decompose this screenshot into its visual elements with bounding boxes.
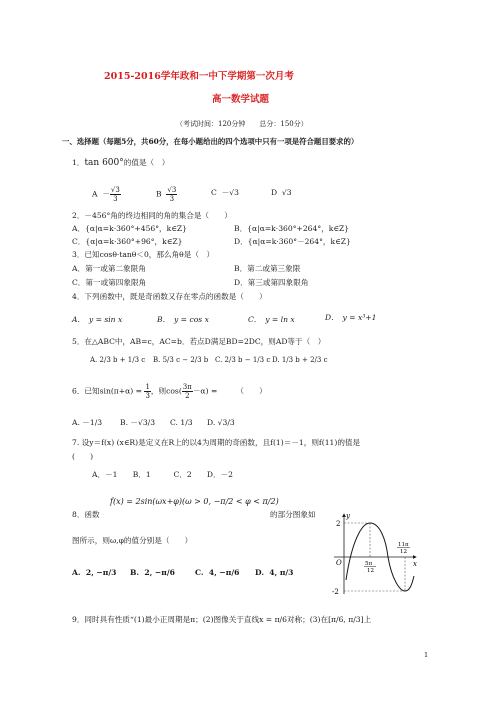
q8-stem-prefix: 8．函数 <box>72 510 100 519</box>
q5-stem: 5．在△ABC中，AB=c，AC=b．若点D满足BD=2DC，则AD等于（ ） <box>72 337 326 346</box>
q1-option-c-value: －√3 <box>221 188 239 197</box>
q1-option-a-num: √3 <box>110 186 120 194</box>
q5-option-a: A. 2/3 b + 1/3 c <box>90 356 146 364</box>
q1-option-b-label: B <box>156 189 162 199</box>
q1-number: 1． <box>72 158 85 167</box>
q8-option-c-value: 4, −π/6 <box>208 568 240 577</box>
q1-option-b-num: √3 <box>167 186 177 194</box>
q2-option-b: B．{α|α=k·360°+264°，k∈Z} <box>234 224 350 233</box>
q8-option-d-value: 4, π/3 <box>269 568 294 577</box>
q8-option-b: B. 2, −π/6 <box>130 568 175 577</box>
q8-option-d: D. 4, π/3 <box>255 568 294 577</box>
q5-option-c: C. 2/3 b − 1/3 c <box>215 356 271 364</box>
graph-tick2-num: 11π <box>398 542 409 548</box>
graph-tick1-den: 12 <box>367 568 374 574</box>
q1-option-a-frac <box>110 186 121 203</box>
page-number: 1 <box>424 651 429 659</box>
section-title: 一、选择题（每题5分，共60分，在每小题给出的四个选项中只有一项是符合题目要求的） <box>62 137 359 146</box>
q8-function: f(x) = 2sin(ωx+φ)(ω > 0, −π/2 < φ < π/2) <box>110 497 279 506</box>
q9-stem: 9．同时具有性质“(1)最小正周期是π；(2)图像关于直线x = π/6对称；(3)在[π/6, π/3]上 <box>72 615 372 624</box>
q7-options: A．－1 B．1 C．2 D．－2 <box>92 470 234 479</box>
q5-option-d: D. 1/3 b + 2/3 c <box>272 356 328 364</box>
q4-option-c: C． y = ln x <box>248 315 295 324</box>
q1-expr: tan 600° <box>84 158 124 168</box>
q3-option-d: D．第三或第四象限角 <box>234 278 309 287</box>
graph-origin: O <box>336 559 342 567</box>
q2-option-d: D．{α|α=k·360°－264°，k∈Z} <box>234 237 351 246</box>
q6-stem-prefix: 6．已知sin(π+α) = <box>72 386 145 396</box>
q8-stem-line2: 图所示，则ω,φ的值分别是（ ） <box>72 536 193 545</box>
q1-option-a <box>92 186 121 203</box>
q1-option-d-label: D <box>271 188 278 197</box>
q3-stem: 3．已知cosθ·tanθ＜0，那么角θ是（ ） <box>72 250 215 259</box>
q1-option-b-den: 3 <box>169 195 175 203</box>
graph-y-top: 2 <box>336 520 341 528</box>
q1-option-d-value: √3 <box>281 188 292 197</box>
graph-y-label: y <box>346 512 350 520</box>
q4-stem: 4．下列函数中，既是奇函数又存在零点的函数是（ ） <box>72 292 267 301</box>
exam-info: （考试时间：120分钟 总分：150分） <box>176 120 308 128</box>
q6-frac-2-num: 3π <box>182 383 192 391</box>
q1-option-c-label: C <box>211 188 217 197</box>
q3-option-a: A．第一或第二象限角 <box>72 264 146 273</box>
q1-stem <box>72 158 169 168</box>
q1-option-b-frac <box>166 186 177 203</box>
q6-frac-1-num: 1 <box>145 383 150 391</box>
q6-frac-2-den: 2 <box>185 392 190 400</box>
q8-option-b-value: 2, −π/6 <box>144 568 175 577</box>
q7-stem-line2: ( ) <box>72 452 94 461</box>
q5-option-b: B. 5/3 c − 2/3 b <box>153 356 209 364</box>
q8-option-c: C. 4, −π/6 <box>195 568 240 577</box>
q7-stem: 7. 设y＝f(x) (x∈R)是定义在R上的以4为周期的奇函数，且f(1)＝－1，则f(11)的值是 <box>72 438 361 447</box>
q8-graph <box>330 510 420 598</box>
graph-y-bottom: -2 <box>332 588 339 596</box>
q1-option-d <box>271 188 292 198</box>
q1-option-c <box>211 188 239 198</box>
q6-stem-suffix: －α) = （ ） <box>192 386 267 396</box>
q3-option-c: C．第一或第四象限角 <box>72 278 147 287</box>
q6-option-a: A. －1/3 <box>72 418 103 427</box>
q4-option-a: A． y = sin x <box>72 315 123 324</box>
graph-x-label: x <box>413 560 417 568</box>
q3-option-b: B．第二或第三象限 <box>234 264 301 273</box>
q2-stem: 2．－456°角的终边相同的角的集合是（ ） <box>72 211 232 220</box>
q8-option-a-value: 2, −π/3 <box>85 568 117 577</box>
exam-subtitle: 高一数学试题 <box>212 94 270 105</box>
q6-stem <box>72 383 267 400</box>
graph-tick2-den: 12 <box>400 549 407 555</box>
q4-option-b: B． y = cos x <box>157 315 209 324</box>
q2-option-a: A．{α|α=k·360°+456°，k∈Z} <box>72 224 187 233</box>
q1-option-a-den: 3 <box>113 195 118 203</box>
q1-suffix: 的值是（ ） <box>123 158 170 167</box>
q8-stem-suffix: 的部分图象如 <box>270 510 316 519</box>
q6-option-d: D. √3/3 <box>207 418 235 427</box>
exam-title: 2015-2016学年政和一中下学期第一次月考 <box>104 71 294 82</box>
q4-option-d: D． y = x³+1 <box>325 313 377 322</box>
graph-tick1-num: 5π <box>365 561 373 567</box>
q1-option-a-sign: － <box>102 189 110 199</box>
q6-stem-mid: ，则cos( <box>150 386 182 396</box>
q2-option-c: C．{α|α=k·360°+96°，k∈Z} <box>72 237 183 246</box>
q6-frac-1-den: 3 <box>145 392 150 400</box>
q6-option-c: C. 1/3 <box>170 418 193 427</box>
q1-option-a-label: A <box>92 189 98 199</box>
q6-option-b: B. －√3/3 <box>120 418 156 427</box>
q8-option-a: A. 2, −π/3 <box>72 568 117 577</box>
q6-frac-2 <box>182 383 193 400</box>
q1-option-b <box>156 186 177 203</box>
